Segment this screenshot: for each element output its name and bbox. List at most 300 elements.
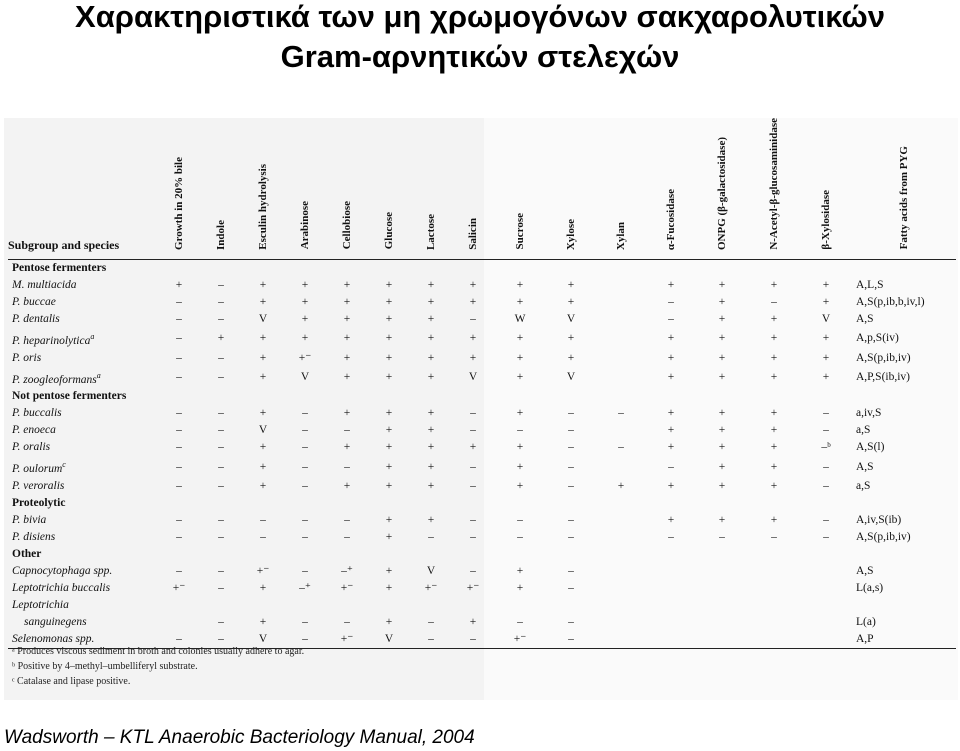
table-cell: +	[427, 351, 435, 364]
table-cell: +	[770, 351, 778, 364]
table-cell: –	[618, 441, 624, 454]
table-cell: +	[175, 278, 183, 291]
table-cell: –	[218, 460, 224, 473]
table-cell: +	[385, 278, 393, 291]
table-group-row	[8, 495, 956, 512]
group-label: Pentose fermenters	[12, 261, 107, 274]
table-cell: +	[385, 616, 393, 629]
species-name	[8, 311, 158, 328]
column-header	[494, 118, 546, 259]
species-name	[8, 529, 158, 546]
table-cell: +	[259, 332, 267, 345]
table-cell: +	[718, 332, 726, 345]
table-cell	[596, 563, 646, 580]
table-cell: –	[568, 460, 574, 473]
table-cell: –	[568, 565, 574, 578]
table-cell: +	[259, 370, 267, 383]
table-cell: –	[568, 441, 574, 454]
footnote-marker: a	[90, 331, 95, 341]
table-cell: –	[470, 531, 476, 544]
table-cell: A,S(p,ib,iv)	[856, 351, 911, 364]
table-cell: –	[176, 407, 182, 420]
table-cell: –	[218, 424, 224, 437]
table-cell	[410, 597, 452, 614]
table-cell	[200, 597, 242, 614]
table-cell: W	[514, 312, 526, 325]
table-cell: +	[718, 480, 726, 493]
table-cell: +	[516, 351, 524, 364]
species-name-text: P. dentalis	[12, 312, 60, 325]
table-cell: –	[568, 582, 574, 595]
table-cell: +	[516, 295, 524, 308]
table-cell: +⁻	[466, 582, 480, 595]
table-cell	[646, 614, 696, 631]
table-cell: –	[218, 565, 224, 578]
table-cell: –	[344, 514, 350, 527]
table-cell: –	[719, 531, 725, 544]
table-cell: –	[302, 531, 308, 544]
table-cell: +⁻	[298, 351, 312, 364]
table-cell: –	[470, 407, 476, 420]
table-cell: V	[426, 565, 436, 578]
table-cell: +	[385, 424, 393, 437]
table-cell: +⁻	[256, 565, 270, 578]
table-cell: +	[516, 278, 524, 291]
slide-title-line-2: Gram-αρνητικών στελεχών	[280, 39, 680, 74]
table-cell: –	[218, 531, 224, 544]
table-cell: +	[385, 441, 393, 454]
table-cell: –	[568, 531, 574, 544]
species-name-text: P. disiens	[12, 531, 56, 544]
table-cell	[596, 367, 646, 389]
table-cell: +⁻	[424, 582, 438, 595]
footnote: ᵇ Positive by 4–methyl–umbelliferyl substrate.	[12, 661, 198, 672]
table-cell: –	[823, 424, 829, 437]
table-cell: +	[301, 278, 309, 291]
table-cell	[696, 614, 748, 631]
table-cell	[284, 597, 326, 614]
table-cell: –	[668, 312, 674, 325]
table-cell	[596, 328, 646, 350]
table-cell	[596, 277, 646, 294]
column-header-label: Lactose	[425, 213, 437, 250]
table-cell: +	[385, 582, 393, 595]
table-cell: +	[667, 407, 675, 420]
table-row	[8, 277, 956, 294]
table-cell: +	[427, 312, 435, 325]
table-cell: A,P,S(ib,iv)	[856, 370, 910, 383]
table-row	[8, 597, 956, 614]
table-cell: –	[176, 332, 182, 345]
table-cell: +	[770, 480, 778, 493]
column-header-label: Esculin hydrolysis	[257, 163, 269, 250]
column-header	[800, 118, 852, 259]
table-cell: –	[823, 480, 829, 493]
table-cell: +⁻	[326, 631, 368, 649]
table-row	[8, 563, 956, 580]
column-header-label: β-Xylosidase	[820, 190, 832, 250]
table-cell: A,S(p,ib,iv)	[856, 531, 911, 544]
table-group-row	[8, 259, 956, 277]
table-cell: V	[300, 370, 310, 383]
table-cell	[646, 597, 696, 614]
table-cell: –	[176, 480, 182, 493]
table-cell: +	[385, 312, 393, 325]
table-cell: –	[176, 370, 182, 383]
table-cell: –	[218, 582, 224, 595]
table-cell: –	[302, 441, 308, 454]
table-cell: +	[770, 278, 778, 291]
table-cell: –	[218, 441, 224, 454]
table-cell	[596, 311, 646, 328]
table-cell: V	[258, 312, 268, 325]
table-cell: –	[470, 460, 476, 473]
group-label: Not pentose fermenters	[12, 390, 127, 403]
table-cell: +	[343, 441, 351, 454]
table-cell: –	[470, 514, 476, 527]
table-cell: +	[385, 351, 393, 364]
table-cell: –	[470, 312, 476, 325]
table-cell: +	[718, 441, 726, 454]
table-cell: +	[385, 460, 393, 473]
table-cell: +	[259, 278, 267, 291]
table-cell: +	[427, 480, 435, 493]
table-cell: A,S(l)	[856, 441, 885, 454]
species-name-text: Selenomonas spp.	[12, 633, 95, 646]
table-cell: +	[427, 514, 435, 527]
table-cell: A,S	[856, 312, 874, 325]
table-cell	[158, 614, 200, 631]
species-name	[8, 456, 158, 478]
table-cell: –	[470, 480, 476, 493]
column-header-label: Salicin	[467, 217, 479, 250]
table-cell: –	[568, 616, 574, 629]
table-cell: –	[517, 514, 523, 527]
table-cell: +	[718, 312, 726, 325]
table-cell: +	[567, 351, 575, 364]
table-cell: +	[718, 407, 726, 420]
species-name	[8, 277, 158, 294]
table-cell: +	[259, 616, 267, 629]
table-cell	[596, 456, 646, 478]
table-cell: +	[770, 407, 778, 420]
table-cell: +	[667, 480, 675, 493]
species-name	[8, 597, 158, 614]
table-cell: –	[302, 480, 308, 493]
table-cell	[452, 597, 494, 614]
table-cell: +	[427, 460, 435, 473]
table-cell: –	[618, 407, 624, 420]
column-header-label: Fatty acids from PYG	[898, 146, 910, 250]
table-cell: –	[546, 631, 596, 649]
table-cell: +	[427, 424, 435, 437]
table-cell: +	[516, 460, 524, 473]
species-name	[8, 478, 158, 495]
table-cell	[596, 422, 646, 439]
table-cell	[596, 512, 646, 529]
table-cell: +	[385, 332, 393, 345]
table-cell: +	[343, 370, 351, 383]
species-name	[8, 405, 158, 422]
table-cell: –	[517, 616, 523, 629]
table-cell: +	[259, 480, 267, 493]
table-cell: +	[301, 312, 309, 325]
species-name-text: P. bivia	[12, 514, 47, 527]
table-cell: A,iv,S(ib)	[856, 514, 902, 527]
table-cell: +	[469, 616, 477, 629]
table-cell: +	[385, 565, 393, 578]
table-cell: –	[176, 514, 182, 527]
table-cell: +	[385, 407, 393, 420]
table-cell: +	[427, 295, 435, 308]
table-cell: A,S	[856, 460, 874, 473]
table-cell	[546, 597, 596, 614]
table-cell: –	[302, 424, 308, 437]
table-cell: +	[259, 351, 267, 364]
table-cell: +	[385, 295, 393, 308]
table-cell: +	[516, 407, 524, 420]
table-row	[8, 580, 956, 597]
table-cell: +	[259, 582, 267, 595]
table-cell: +	[667, 424, 675, 437]
table-cell: +	[469, 295, 477, 308]
table-cell	[748, 597, 800, 614]
species-name	[8, 294, 158, 311]
table-cell: +	[343, 480, 351, 493]
table-cell: –	[771, 531, 777, 544]
table-cell: +	[718, 424, 726, 437]
table-cell: +	[718, 460, 726, 473]
table-cell: –	[218, 407, 224, 420]
table-cell: –	[344, 460, 350, 473]
table-cell	[596, 529, 646, 546]
table-cell: –	[176, 441, 182, 454]
table-cell: +	[427, 370, 435, 383]
table-cell	[596, 294, 646, 311]
table-cell: V	[566, 312, 576, 325]
table-cell	[326, 597, 368, 614]
table-cell: +⁻	[172, 582, 186, 595]
table-cell: A,S	[856, 565, 874, 578]
table-cell: +	[718, 370, 726, 383]
table-cell: L(a,s)	[856, 582, 884, 595]
table-cell: +	[217, 332, 225, 345]
species-name-text: P. enoeca	[12, 424, 56, 437]
table-cell: –	[302, 460, 308, 473]
table-cell: +	[667, 332, 675, 345]
species-name-text: P. buccae	[12, 295, 56, 308]
table-cell: –	[568, 424, 574, 437]
table-row	[8, 405, 956, 422]
table-footnotes	[12, 644, 304, 689]
table-cell: +	[427, 441, 435, 454]
table-cell: +	[516, 441, 524, 454]
table-cell	[596, 597, 646, 614]
species-name	[8, 350, 158, 367]
table-cell: +	[667, 351, 675, 364]
table-cell: –	[260, 514, 266, 527]
table-cell: –	[260, 531, 266, 544]
table-cell: –	[452, 631, 494, 649]
table-cell: +	[469, 332, 477, 345]
table-cell	[800, 563, 852, 580]
table-cell: –	[284, 631, 326, 649]
table-cell: +	[822, 332, 830, 345]
table-cell: –	[771, 295, 777, 308]
table-cell: +	[822, 351, 830, 364]
column-header	[546, 118, 596, 259]
table-group-row	[8, 388, 956, 405]
table-cell: –	[176, 295, 182, 308]
table-cell: –	[344, 424, 350, 437]
table-cell: +	[822, 295, 830, 308]
table-cell: +	[617, 480, 625, 493]
table-cell: –	[218, 295, 224, 308]
table-row	[8, 614, 956, 631]
table-cell	[800, 614, 852, 631]
table-cell	[800, 597, 852, 614]
table-row	[8, 456, 956, 478]
table-cell: +	[770, 460, 778, 473]
table-cell	[158, 597, 200, 614]
column-header-label: Arabinose	[299, 201, 311, 250]
table-cell: –	[668, 295, 674, 308]
table-cell: –	[568, 407, 574, 420]
table-cell	[748, 580, 800, 597]
table-cell	[696, 563, 748, 580]
table-cell: –	[200, 631, 242, 649]
table-cell	[748, 563, 800, 580]
table-cell: –	[428, 616, 434, 629]
table-cell: –⁺	[341, 565, 353, 578]
table-cell: +	[385, 480, 393, 493]
table-cell: +	[822, 370, 830, 383]
table-cell: A,P	[852, 631, 956, 649]
table-group-row	[8, 546, 956, 563]
species-name	[8, 422, 158, 439]
footnote: ᶜ Catalase and lipase positive.	[12, 676, 131, 687]
table-cell: –	[428, 531, 434, 544]
column-header	[368, 118, 410, 259]
species-name-text: P. heparinolytica	[12, 334, 91, 347]
table-cell: +	[770, 514, 778, 527]
table-cell	[696, 580, 748, 597]
species-name-text: P. buccalis	[12, 407, 62, 420]
slide-title-line-1: Χαρακτηριστικά των μη χρωμογόνων σακχαρολυτικών	[75, 0, 885, 34]
table-cell: –	[218, 514, 224, 527]
species-name	[8, 563, 158, 580]
column-header	[200, 118, 242, 259]
table-cell: –	[470, 424, 476, 437]
column-header-label: Glucose	[383, 212, 395, 250]
species-name-text: Leptotrichia buccalis	[12, 582, 111, 595]
species-name	[8, 580, 158, 597]
table-cell: +	[667, 514, 675, 527]
table-cell	[748, 614, 800, 631]
table-row	[8, 512, 956, 529]
table-cell	[696, 631, 748, 649]
column-header	[284, 118, 326, 259]
table-cell: V	[566, 370, 576, 383]
table-cell: a,iv,S	[856, 407, 882, 420]
column-header-label: Growth in 20% bile	[173, 156, 185, 250]
species-name	[8, 367, 158, 389]
table-cell: –	[344, 616, 350, 629]
table-cell: +	[469, 441, 477, 454]
table-cell: +	[718, 278, 726, 291]
column-header-label: Cellobiose	[341, 201, 353, 250]
table-cell	[852, 597, 956, 614]
species-name-text: Leptotrichia	[12, 599, 69, 612]
table-cell: –	[218, 370, 224, 383]
group-label: Proteolytic	[12, 497, 66, 510]
column-header-label: Sucrose	[514, 213, 526, 250]
column-header	[242, 118, 284, 259]
table-cell: V	[468, 370, 478, 383]
table-cell: –	[176, 312, 182, 325]
table-cell: –ᵇ	[821, 441, 831, 454]
table-cell: +	[343, 332, 351, 345]
footnote-marker: a	[96, 370, 101, 380]
table-cell: +	[259, 441, 267, 454]
table-cell: +	[770, 332, 778, 345]
table-cell: –	[668, 531, 674, 544]
source-caption: Wadsworth – KTL Anaerobic Bacteriology Manual, 2004	[4, 727, 475, 748]
table-row	[8, 311, 956, 328]
table-cell: –	[302, 407, 308, 420]
table-cell: –	[218, 312, 224, 325]
table-cell: –	[668, 460, 674, 473]
species-name	[8, 614, 158, 631]
table-cell: V	[242, 631, 284, 649]
column-header-subgroup: Subgroup and species	[8, 237, 120, 252]
table-cell: V	[368, 631, 410, 649]
table-cell: +	[385, 370, 393, 383]
species-name-text: P. oralis	[12, 441, 51, 454]
table-body	[8, 259, 956, 648]
column-header-label: Xylose	[565, 218, 577, 250]
table-cell: L(a)	[856, 616, 876, 629]
table-cell: +	[567, 332, 575, 345]
species-name-text: sanguinegens	[24, 616, 87, 629]
table-row	[8, 294, 956, 311]
species-name-text: M. multiacida	[12, 278, 77, 291]
table-cell: +	[301, 295, 309, 308]
table-cell: +	[343, 351, 351, 364]
species-name-text: Capnocytophaga spp.	[12, 565, 113, 578]
footnote-marker: c	[62, 460, 66, 470]
table-cell	[646, 631, 696, 649]
table-cell: +	[770, 312, 778, 325]
table-cell: –	[823, 514, 829, 527]
table-cell: +	[770, 424, 778, 437]
table-cell	[242, 597, 284, 614]
table-cell: –	[823, 531, 829, 544]
table-cell	[596, 580, 646, 597]
table-cell	[748, 631, 800, 649]
table-cell: –	[302, 565, 308, 578]
table-cell: +	[667, 278, 675, 291]
table-cell: –	[470, 565, 476, 578]
species-name-text: P. veroralis	[12, 480, 65, 493]
column-header	[158, 118, 200, 259]
footnote: ᵃ Produces viscous sediment in broth and colonies usually adhere to agar.	[12, 646, 305, 657]
table-cell: +	[667, 370, 675, 383]
table-cell: –	[218, 616, 224, 629]
table-header-row	[8, 118, 956, 259]
table-cell: +	[259, 295, 267, 308]
column-header-label: N-Acetyl-β-glucosaminidase	[768, 118, 780, 250]
